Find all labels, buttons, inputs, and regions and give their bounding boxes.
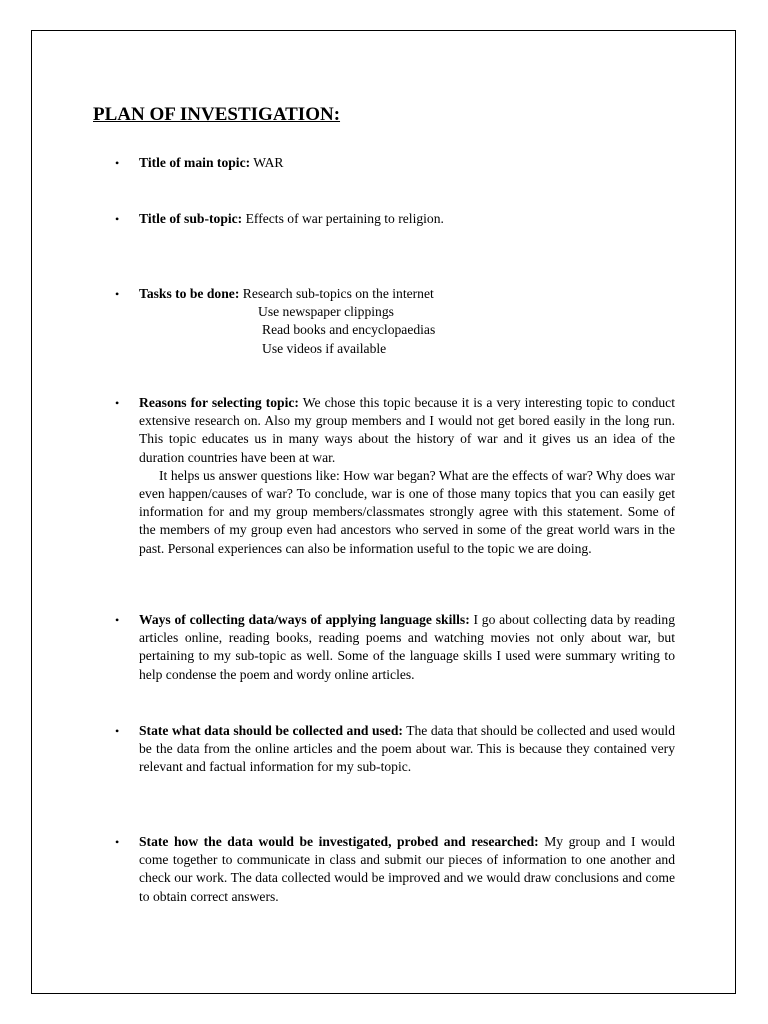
list-item-ways [115,611,675,684]
list-item-sub-topic [115,210,675,228]
reasons-label: Reasons for selecting topic: [139,395,299,410]
main-topic-value: WAR [253,155,284,170]
sub-topic-value: Effects of war pertaining to religion. [245,211,444,226]
bullet-icon: • [115,156,120,170]
tasks-label: Tasks to be done: [139,286,240,301]
sub-topic-label: Title of sub-topic: [139,211,243,226]
data-collected-label: State what data should be collected and used: [139,723,403,738]
list-item-data-investigated [115,833,675,906]
reasons-paragraph-2: It helps us answer questions like: How war began? What are the effects of war? Why does war even happen/causes of war? To conclude, war is one of those many topics that you can easily get information for and my group members/classmates strongly agree with this statement. Some of the members of my group even had ancestors who served in some of the great world wars in the past. Personal experiences can also be information useful to the topic we are doing. [139,467,675,556]
data-collected-text: The data that should be collected and used would be the data from the online articles and the poem about war. This is because they contained very relevant and factual information for my sub-topic. [139,723,676,775]
bullet-icon: • [115,835,120,849]
bullet-icon: • [115,287,120,301]
list-item-reasons [115,394,675,558]
reasons-paragraph: Reasons for selecting topic: We chose this topic because it is a very interesting topic to conduct extensive research on. Also my group members and I would not get bored easily in the long run. This topic educates us in many ways about the history of war and it gives us an idea of the duration countries have been at war. [139,395,675,465]
task-item: Use videos if available [262,340,387,356]
list-item-data-collected [115,722,676,777]
task-item: Use newspaper clippings [258,304,394,320]
ways-text: I go about collecting data by reading articles online, reading books, reading poems and watching movies not only about war, but pertaining to my sub-topic as well. Some of the language skills I used were summary writing to help condense the poem and wordy online articles. [139,612,675,682]
task-item: Research sub-topics on the internet [242,286,434,301]
ways-label: Ways of collecting data/ways of applying language skills: [139,612,470,627]
bullet-icon: • [115,396,120,410]
main-topic-label: Title of main topic: [139,155,251,170]
bullet-icon: • [115,613,120,627]
list-item-main-topic [115,154,675,172]
data-investigated-label: State how the data would be investigated, probed and researched: [139,834,539,849]
data-investigated-text: My group and I would come together to communicate in class and submit our pieces of information to one another and check our work. The data collected would be improved and we would draw conclusions and come to obtain correct answers. [139,834,675,904]
bullet-icon: • [115,212,120,226]
task-item: Read books and encyclopaedias [262,322,436,338]
bullet-icon: • [115,724,120,738]
page-title: PLAN OF INVESTIGATION: [93,104,341,125]
list-item-tasks [115,285,675,358]
